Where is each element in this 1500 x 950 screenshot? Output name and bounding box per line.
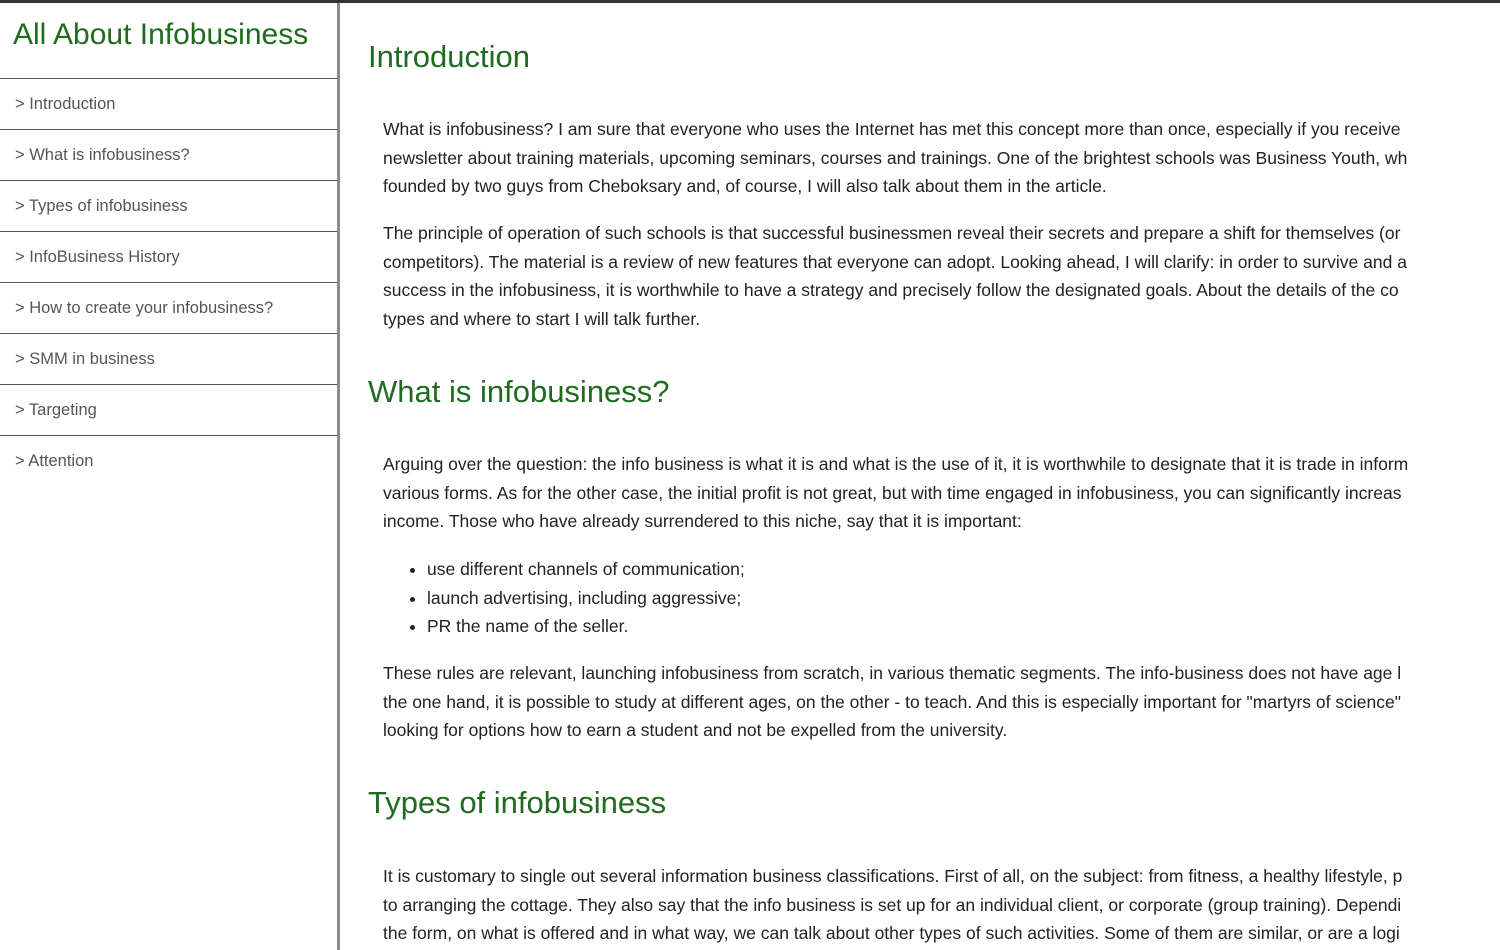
text-line: competitors). The material is a review of new features that everyone can adopt. Looking ahead, I will clarify: in order to survive and a <box>383 251 1407 272</box>
site-title[interactable]: All About Infobusiness <box>0 3 337 79</box>
nav-list <box>0 79 337 487</box>
text-line: looking for options how to earn a student and not be expelled from the university. <box>383 720 1008 740</box>
text-line: success in the infobusiness, it is worthwhile to have a strategy and precisely follow the designated goals. About the details of the co <box>383 280 1399 300</box>
nav-item-types-of-infobusiness[interactable]: > Types of infobusiness <box>0 181 337 232</box>
nav-item-introduction[interactable]: > Introduction <box>0 79 337 130</box>
main-content[interactable] <box>340 3 1500 950</box>
nav-item-what-is-infobusiness[interactable]: > What is infobusiness? <box>0 130 337 181</box>
list-item: • PR the name of the seller. <box>427 612 745 641</box>
what-is-bullet-list <box>340 555 745 641</box>
nav-item-how-to-create[interactable]: > How to create your infobusiness? <box>0 283 337 334</box>
list-item: • launch advertising, including aggressive; <box>427 584 745 613</box>
text-line: founded by two guys from Cheboksary and, of course, I will also talk about them in the article. <box>383 176 1107 196</box>
text-line: What is infobusiness? I am sure that everyone who uses the Internet has met this concept more than once, especially if you receive <box>383 119 1401 139</box>
text-line: It is customary to single out several information business classifications. First of all, on the subject: from fitness, a healthy lifestyle, p <box>383 866 1403 886</box>
text-line: types and where to start I will talk further. <box>383 308 701 329</box>
nav-item-infobusiness-history[interactable]: > InfoBusiness History <box>0 232 337 283</box>
text-line: newsletter about training materials, upcoming seminars, courses and trainings. One of the brightest schools was Business Youth, wh <box>383 147 1408 168</box>
text-line: income. Those who have already surrendered to this niche, say that it is important: <box>383 511 1022 531</box>
what-is-paragraph-2 <box>340 659 1401 745</box>
text-line: various forms. As for the other case, the initial profit is not great, but with time engaged in infobusiness, you can significantly increas <box>383 482 1402 503</box>
text-line: the form, on what is offered and in what way, we can talk about other types of such activities. Some of them are similar, or are a logi <box>383 923 1400 943</box>
text-line: Arguing over the question: the info business is what it is and what is the use of it, it is worthwhile to designate that it is trade in inform <box>383 454 1409 474</box>
list-item: • use different channels of communication; <box>427 555 745 584</box>
types-paragraph-1 <box>340 862 1402 948</box>
intro-paragraph-2 <box>340 219 1407 333</box>
text-line: These rules are relevant, launching infobusiness from scratch, in various thematic segments. The info-business does not have age l <box>383 663 1402 683</box>
what-is-paragraph-1 <box>340 450 1408 536</box>
section-heading-introduction: Introduction <box>368 39 530 74</box>
text-line: to arranging the cottage. They also say that the info business is set up for an individual client, or corporate (group training). Dependi <box>383 894 1402 915</box>
text-line: The principle of operation of such schools is that successful businessmen reveal their secrets and prepare a shift for themselves (or <box>383 223 1401 243</box>
section-heading-what-is-infobusiness: What is infobusiness? <box>368 374 670 409</box>
text-line: the one hand, it is possible to study at different ages, on the other - to teach. And this is especially important for "martyrs of science" <box>383 691 1401 712</box>
nav-item-targeting[interactable]: > Targeting <box>0 385 337 436</box>
nav-item-attention[interactable]: > Attention <box>15 452 94 470</box>
intro-paragraph-1 <box>340 115 1407 201</box>
nav-item-smm-in-business[interactable]: > SMM in business <box>0 334 337 385</box>
section-heading-types-of-infobusiness: Types of infobusiness <box>368 785 667 820</box>
sidebar <box>0 3 340 950</box>
